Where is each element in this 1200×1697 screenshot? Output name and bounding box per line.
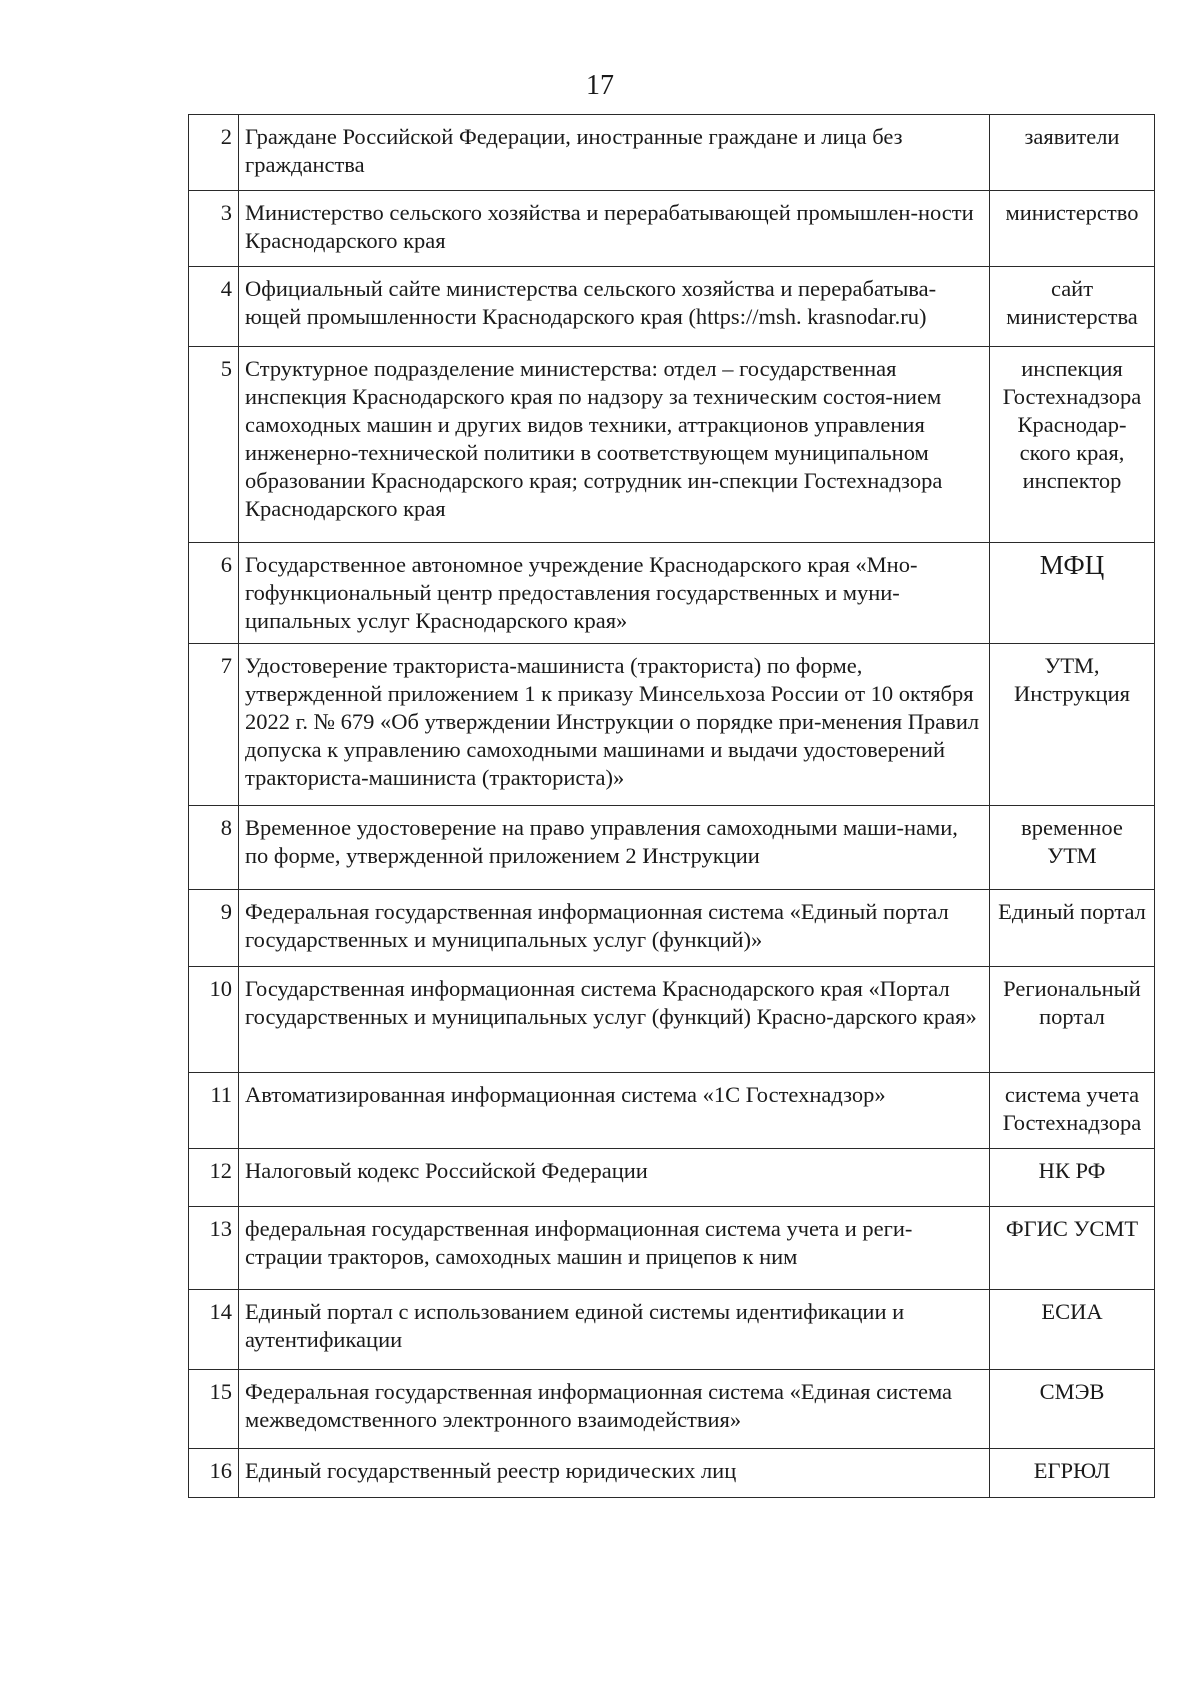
row-description: Удостоверение тракториста-машиниста (тракториста) по форме, утвержденной приложением 1 к приказу Минсельхоза России от 10 октября 2022 г. № 679 «Об утверждении Инструкции о порядке при-менения Правил допуска к управлению самоходными машинами и выдачи удостоверений тракториста-машиниста (тракториста)» (239, 644, 990, 806)
row-abbreviation: УТМ, Инструкция (990, 644, 1155, 806)
row-abbreviation: система учета Гостехнадзора (990, 1073, 1155, 1149)
row-abbreviation: заявители (990, 115, 1155, 191)
row-abbreviation: временное УТМ (990, 806, 1155, 890)
row-abbreviation: Региональный портал (990, 967, 1155, 1073)
row-number: 15 (189, 1370, 239, 1449)
row-abbreviation: МФЦ (990, 543, 1155, 644)
table-row (189, 267, 1155, 347)
table-row (189, 1149, 1155, 1207)
table-row (189, 967, 1155, 1073)
table-row (189, 806, 1155, 890)
table-row (189, 1207, 1155, 1290)
row-number: 16 (189, 1449, 239, 1498)
table-row (189, 347, 1155, 543)
table-row (189, 1449, 1155, 1498)
row-description: Государственное автономное учреждение Краснодарского края «Мно-гофункциональный центр предоставления государственных и муни-ципальных услуг Краснодарского края» (239, 543, 990, 644)
table-row (189, 1290, 1155, 1370)
table-row (189, 1073, 1155, 1149)
page-number: 17 (586, 70, 614, 101)
row-number: 13 (189, 1207, 239, 1290)
table-row (189, 115, 1155, 191)
table-row (189, 543, 1155, 644)
row-description: Федеральная государственная информационная система «Единый портал государственных и муниципальных услуг (функций)» (239, 890, 990, 967)
row-number: 9 (189, 890, 239, 967)
row-abbreviation: инспекция Гостехнадзора Краснодар-ского края, инспектор (990, 347, 1155, 543)
row-number: 8 (189, 806, 239, 890)
row-abbreviation: ФГИС УСМТ (990, 1207, 1155, 1290)
row-abbreviation: сайт министерства (990, 267, 1155, 347)
row-description: Единый портал с использованием единой системы идентификации и аутентификации (239, 1290, 990, 1370)
row-description: Министерство сельского хозяйства и перерабатывающей промышлен-ности Краснодарского края (239, 191, 990, 267)
row-number: 11 (189, 1073, 239, 1149)
row-number: 10 (189, 967, 239, 1073)
table-row (189, 1370, 1155, 1449)
abbreviations-table (188, 114, 1155, 1498)
row-number: 5 (189, 347, 239, 543)
row-description: Временное удостоверение на право управления самоходными маши-нами, по форме, утвержденной приложением 2 Инструкции (239, 806, 990, 890)
row-abbreviation: НК РФ (990, 1149, 1155, 1207)
row-description: Автоматизированная информационная система «1С Гостехнадзор» (239, 1073, 990, 1149)
row-description: федеральная государственная информационная система учета и реги-страции тракторов, самоходных машин и прицепов к ним (239, 1207, 990, 1290)
row-description: Государственная информационная система Краснодарского края «Портал государственных и муниципальных услуг (функций) Красно-дарского края» (239, 967, 990, 1073)
row-number: 12 (189, 1149, 239, 1207)
row-description: Структурное подразделение министерства: отдел – государственная инспекция Краснодарского края по надзору за техническим состоя-нием самоходных машин и других видов техники, аттракционов управления инженерно-технической политики в соответствующем муниципальном образовании Краснодарского края; сотрудник ин-спекции Гостехнадзора Краснодарского края (239, 347, 990, 543)
row-number: 2 (189, 115, 239, 191)
row-abbreviation: Единый портал (990, 890, 1155, 967)
row-number: 6 (189, 543, 239, 644)
row-abbreviation: министерство (990, 191, 1155, 267)
row-description: Граждане Российской Федерации, иностранные граждане и лица без гражданства (239, 115, 990, 191)
row-description: Федеральная государственная информационная система «Единая система межведомственного электронного взаимодействия» (239, 1370, 990, 1449)
table-row (189, 644, 1155, 806)
table-row (189, 191, 1155, 267)
row-abbreviation: ЕГРЮЛ (990, 1449, 1155, 1498)
row-description: Единый государственный реестр юридических лиц (239, 1449, 990, 1498)
row-number: 4 (189, 267, 239, 347)
row-number: 3 (189, 191, 239, 267)
row-description: Налоговый кодекс Российской Федерации (239, 1149, 990, 1207)
table-row (189, 890, 1155, 967)
row-description: Официальный сайте министерства сельского хозяйства и перерабатыва-ющей промышленности Краснодарского края (https://msh. krasnodar.ru) (239, 267, 990, 347)
row-abbreviation: ЕСИА (990, 1290, 1155, 1370)
row-number: 14 (189, 1290, 239, 1370)
row-abbreviation: СМЭВ (990, 1370, 1155, 1449)
row-number: 7 (189, 644, 239, 806)
